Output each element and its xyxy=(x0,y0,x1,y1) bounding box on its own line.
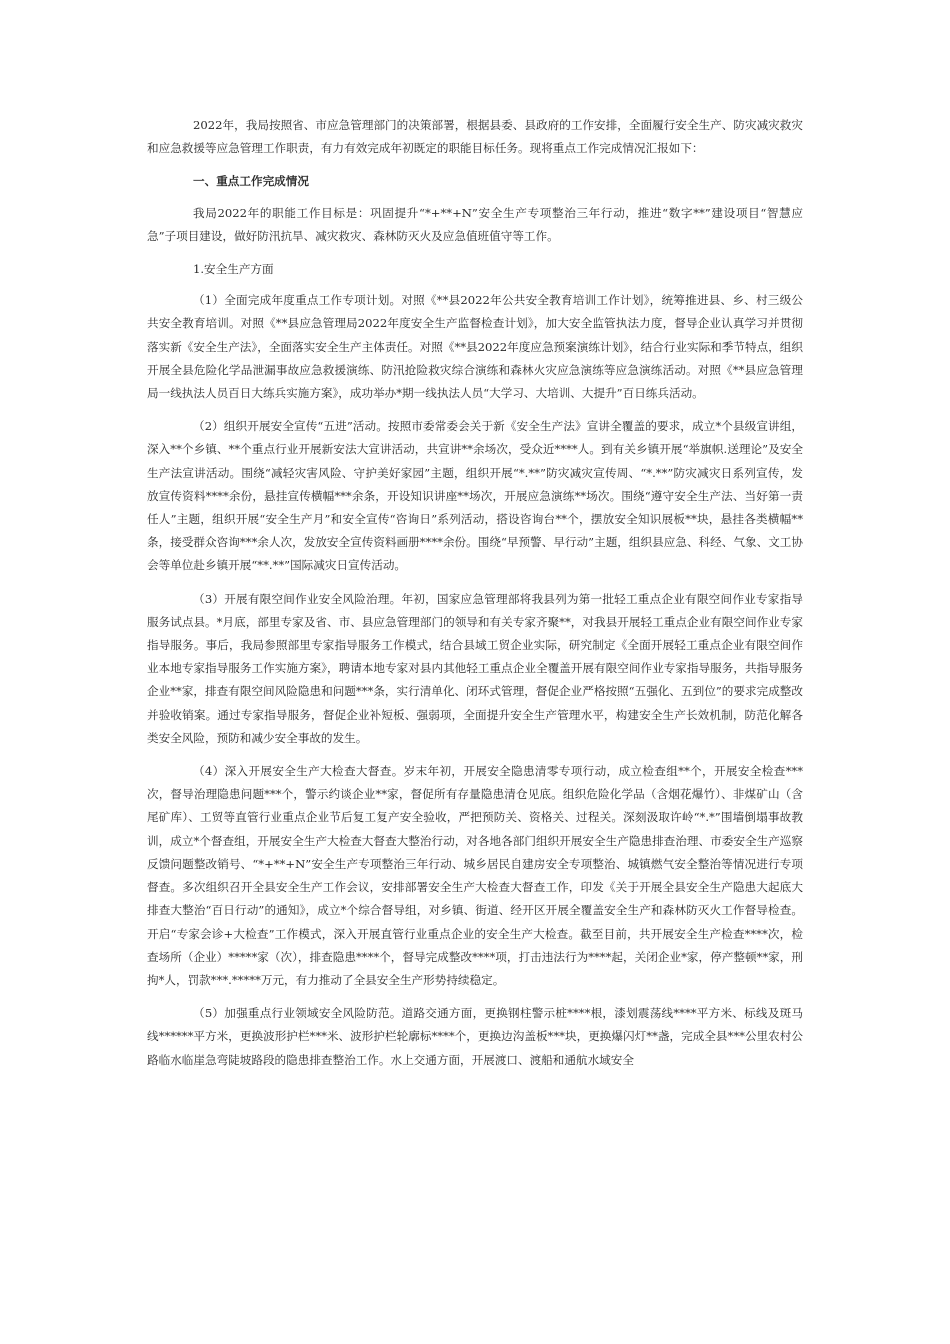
subsection-heading: 1.安全生产方面 xyxy=(193,262,274,277)
section-heading: 一、重点工作完成情况 xyxy=(193,174,309,189)
goal-paragraph: 我局2022年的职能工作目标是：巩固提升“*+**+N”安全生产专项整治三年行动，推进“数字**”建设项目“智慧应急”子项目建设，做好防汛抗旱、减灾救灾、森林防灭火及应急值班值守等工作。 xyxy=(147,205,803,243)
intro-paragraph: 2022年，我局按照省、市应急管理部门的决策部署，根据县委、县政府的工作安排，全面履行安全生产、防灾减灾救灾和应急救援等应急管理工作职责，有力有效完成年初既定的职能目标任务。现将重点工作完成情况汇报如下： xyxy=(147,118,803,156)
item-paragraph-2: （2）组织开展安全宣传“五进”活动。按照市委常委会关于新《安全生产法》宣讲全覆盖的要求，成立*个县级宣讲组，深入**个乡镇、**个重点行业开展新安法大宣讲活动，共宣讲**余场次，受众近****人。到有关乡镇开展“举旗帜.送理论”及安全生产法宣讲活动。围绕“减轻灾害风险、守护美好家园”主题，组织开展“*.**”防灾减灾宣传周、“*.**”防灾减灾日系列宣传，发放宣传资料****余份，悬挂宣传横幅***余条，开设知识讲座**场次，开展应急演练**场次。围绕“遵守安全生产法、当好第一责任人”主题，组织开展“安全生产月”和安全宣传“咨询日”系列活动，搭设咨询台**个，摆放安全知识展板**块，悬挂各类横幅**条，接受群众咨询***余人次，发放安全宣传资料画册****余份。围绕“早预警、早行动”主题，组织县应急、科经、气象、文工协会等单位赴乡镇开展“**.**”国际减灾日宣传活动。 xyxy=(147,419,803,573)
item-paragraph-3: （3）开展有限空间作业安全风险治理。年初，国家应急管理部将我县列为第一批轻工重点企业有限空间作业专家指导服务试点县。*月底，部里专家及省、市、县应急管理部门的领导和有关专家齐聚**，对我县开展轻工重点企业有限空间作业专家指导服务。事后，我局参照部里专家指导服务工作模式，结合县域工贸企业实际，研究制定《全面开展轻工重点企业有限空间作业本地专家指导服务工作实施方案》，聘请本地专家对县内其他轻工重点企业全覆盖开展有限空间作业专家指导服务，共指导服务企业**家，排查有限空间风险隐患和问题***条，实行清单化、闭环式管理，督促企业严格按照“五强化、五到位”的要求完成整改并验收销案。通过专家指导服务，督促企业补短板、强弱项，全面提升安全生产管理水平，构建安全生产长效机制，防范化解各类安全风险，预防和减少安全事故的发生。 xyxy=(147,591,803,745)
item-paragraph-1: （1）全面完成年度重点工作专项计划。对照《**县2022年公共安全教育培训工作计划》，统筹推进县、乡、村三级公共安全教育培训。对照《**县应急管理局2022年度安全生产监督检查计划》，加大安全监管执法力度，督导企业认真学习并贯彻落实新《安全生产法》，全面落实安全生产主体责任。对照《**县2022年度应急预案演练计划》，结合行业实际和季节特点，组织开展全县危险化学品泄漏事故应急救援演练、防汛抢险救灾综合演练和森林火灾应急演练等应急演练活动。对照《**县应急管理局一线执法人员百日大练兵实施方案》，成功举办*期一线执法人员“大学习、大培训、大提升”百日练兵活动。 xyxy=(147,293,803,401)
item-paragraph-5: （5）加强重点行业领域安全风险防范。道路交通方面，更换钢柱警示桩****根，漆划震荡线****平方米、标线及斑马线******平方米，更换波形护栏***米、波形护栏轮廓标****个，更换边沟盖板***块，更换爆闪灯**盏，完成全县***公里农村公路临水临崖急弯陡坡路段的隐患排查整治工作。水上交通方面，开展渡口、渡船和通航水域安全 xyxy=(147,1006,803,1067)
item-paragraph-4: （4）深入开展安全生产大检查大督查。岁末年初，开展安全隐患清零专项行动，成立检查组**个，开展安全检查***次，督导治理隐患问题***个，警示约谈企业**家，督促所有存量隐患清仓见底。组织危险化学品（含烟花爆竹）、非煤矿山（含尾矿库）、工贸等直管行业重点企业节后复工复产安全验收，严把预防关、资格关、过程关。深刻汲取许岭“*.*”围墙倒塌事故教训，成立*个督查组，开展安全生产大检查大督查大整治行动，对各地各部门组织开展安全生产隐患排查治理、市委安全生产巡察反馈问题整改销号、“*+**+N”安全生产专项整治三年行动、城乡居民自建房安全专项整治、城镇燃气安全整治等情况进行专项督查。多次组织召开全县安全生产工作会议，安排部署安全生产大检查大督查工作，印发《关于开展全县安全生产隐患大起底大排查大整治“百日行动”的通知》，成立*个综合督导组，对乡镇、街道、经开区开展全覆盖安全生产和森林防灭火工作督导检查。开启“专家会诊+大检查”工作模式，深入开展直管行业重点企业的安全生产大检查。截至目前，共开展安全生产检查****次，检查场所（企业）*****家（次），排查隐患****个，督导完成整改****项，打击违法行为****起，关闭企业*家，停产整顿**家，刑拘*人，罚款***.*****万元，有力推动了全县安全生产形势持续稳定。 xyxy=(147,764,803,987)
document-body xyxy=(147,114,803,1082)
